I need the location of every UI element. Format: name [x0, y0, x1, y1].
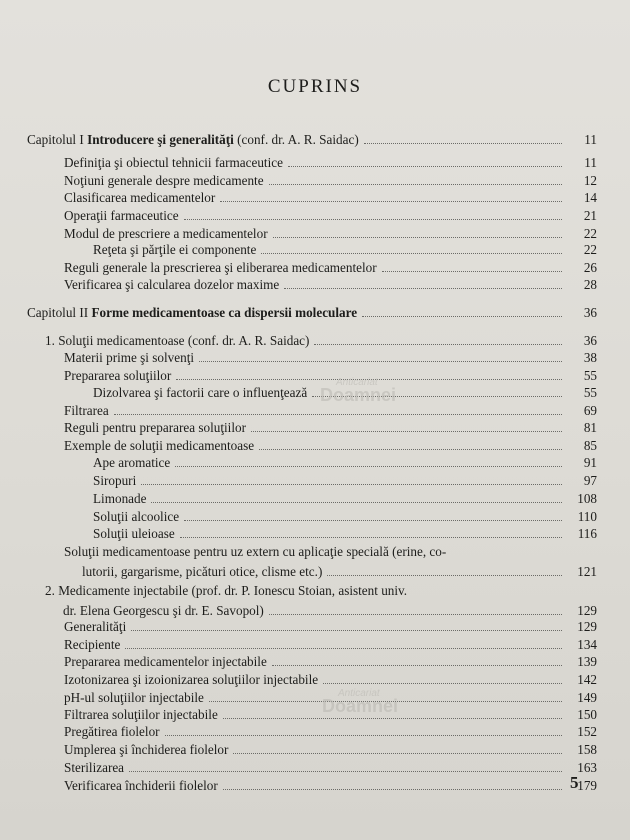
page-title: CUPRINS	[267, 76, 363, 97]
toc-entry	[0, 206, 630, 226]
toc-leader-dots	[259, 449, 562, 450]
toc-entry-label: Generalităţi	[64, 619, 127, 634]
toc-leader-dots	[251, 431, 562, 432]
toc-entry-label: 1. Soluţii medicamentoase (conf. dr. A. R. Saidac)	[45, 333, 310, 348]
toc-entry-label: Siropuri	[93, 473, 137, 488]
watermark-lower-small-text: Anticariat	[338, 688, 380, 699]
toc-page-number: 163	[577, 760, 597, 775]
toc-chapter-entry	[0, 130, 630, 150]
toc-entry-label: Exemple de soluţii medicamentoase	[64, 438, 255, 453]
toc-leader-dots	[151, 502, 562, 503]
toc-chapter-title: Forme medicamentoase ca dispersii moleculare	[91, 305, 358, 320]
toc-leader-dots	[269, 614, 562, 615]
toc-leader-dots	[223, 789, 562, 790]
toc-page-number: 22	[583, 226, 597, 241]
toc-page-number: 81	[583, 420, 597, 435]
toc-entry	[0, 776, 630, 796]
toc-entry-label: lutorii, gargarisme, picături otice, clisme etc.)	[82, 564, 323, 579]
toc-page-number: 22	[583, 242, 597, 257]
toc-page-number: 110	[577, 509, 597, 524]
toc-entry-label: Reguli generale la prescrierea şi eliberarea medicamentelor	[64, 260, 377, 275]
watermark-lower	[322, 688, 398, 717]
toc-page-number: 97	[583, 473, 597, 488]
toc-entry	[0, 562, 630, 582]
toc-entry-label: Definiţia şi obiectul tehnicii farmaceutice	[64, 155, 283, 170]
toc-entry	[0, 758, 630, 778]
toc-entry-label: Prepararea medicamentelor injectabile	[64, 654, 267, 669]
watermark-lower-large-text: Doamnei	[322, 696, 399, 716]
toc-entry-label: Recipiente	[64, 637, 121, 652]
toc-entry-label: Soluţii alcoolice	[93, 509, 180, 524]
toc-page-number: 179	[577, 778, 597, 793]
toc-entry	[0, 275, 630, 295]
toc-page-number: 11	[584, 132, 597, 147]
toc-leader-dots	[273, 237, 562, 238]
toc-leader-dots	[288, 166, 562, 167]
toc-page-number: 55	[583, 385, 597, 400]
toc-entry-label: Sterilizarea	[64, 760, 125, 775]
toc-page-number: 150	[577, 707, 597, 722]
watermark	[320, 377, 396, 406]
toc-page-number: 69	[583, 403, 597, 418]
toc-leader-dots	[175, 466, 562, 467]
toc-entry-label: Verificarea şi calcularea dozelor maxime	[64, 277, 280, 292]
toc-page-number: 129	[577, 619, 597, 634]
toc-entry	[0, 740, 630, 760]
toc-page-number: 142	[577, 672, 597, 687]
toc-leader-dots	[327, 575, 562, 576]
toc-leader-dots	[364, 143, 562, 144]
toc-leader-dots	[131, 630, 562, 631]
toc-entry	[0, 188, 630, 208]
toc-entry-label: Prepararea soluţiilor	[64, 368, 172, 383]
toc-entry	[0, 617, 630, 637]
toc-entry-label: Umplerea şi închiderea fiolelor	[64, 742, 229, 757]
toc-leader-dots	[269, 184, 562, 185]
toc-page-number: 108	[577, 491, 597, 506]
toc-entry-label: Operaţii farmaceutice	[64, 208, 179, 223]
toc-leader-dots	[323, 683, 562, 684]
toc-leader-dots	[220, 201, 562, 202]
toc-page-number: 85	[583, 438, 597, 453]
toc-entry-label: Materii prime şi solvenţi	[64, 350, 195, 365]
toc-page-number: 139	[577, 654, 597, 669]
toc-leader-dots	[184, 520, 562, 521]
toc-leader-dots	[165, 735, 562, 736]
toc-leader-dots	[141, 484, 562, 485]
toc-entry	[0, 418, 630, 438]
toc-entry-label: Filtrarea soluţiilor injectabile	[64, 707, 218, 722]
toc-leader-dots	[180, 537, 562, 538]
toc-entry	[0, 652, 630, 672]
toc-page-number: 152	[577, 724, 597, 739]
toc-page-number: 55	[583, 368, 597, 383]
toc-entry-label: Reţeta şi părţile ei componente	[93, 242, 257, 257]
toc-entry-label-first-line: Soluţii medicamentoase pentru uz extern cu aplicaţie specială (erine, co-	[64, 544, 447, 559]
toc-entry-label: Modul de prescriere a medicamentelor	[64, 226, 268, 241]
toc-page-number: 129	[577, 603, 597, 618]
toc-page-number: 28	[583, 277, 597, 292]
toc-page-number: 21	[583, 208, 597, 223]
toc-entry-label: Limonade	[93, 491, 147, 506]
toc-entry-label: Capitolul II Forme medicamentoase ca dispersii moleculare	[27, 305, 358, 320]
toc-page-number: 121	[577, 564, 597, 579]
toc-entry	[0, 240, 630, 260]
toc-entry-label: Noţiuni generale despre medicamente	[64, 173, 264, 188]
toc-chapter-entry	[0, 303, 630, 323]
toc-leader-dots	[114, 414, 562, 415]
toc-entry-label: Verificarea închiderii fiolelor	[64, 778, 218, 793]
toc-entry	[0, 524, 630, 544]
toc-entry	[0, 348, 630, 368]
toc-leader-dots	[199, 361, 562, 362]
toc-entry	[0, 471, 630, 491]
toc-leader-dots	[284, 288, 562, 289]
toc-leader-dots	[223, 718, 562, 719]
toc-entry-label: Clasificarea medicamentelor	[64, 190, 216, 205]
toc-page-number: 158	[577, 742, 597, 757]
toc-entry	[0, 453, 630, 473]
toc-page-number: 38	[583, 350, 597, 365]
toc-page-number: 12	[583, 173, 597, 188]
watermark-large-text: Doamnei	[320, 385, 397, 405]
toc-leader-dots	[314, 344, 562, 345]
page-number: 5	[570, 773, 579, 792]
toc-leader-dots	[272, 665, 562, 666]
toc-entry-label: Reguli pentru prepararea soluţiilor	[64, 420, 246, 435]
toc-entry	[0, 670, 630, 690]
toc-page-number: 36	[583, 305, 597, 320]
toc-leader-dots	[125, 648, 562, 649]
toc-page-number: 36	[583, 333, 597, 348]
toc-entry-label: Soluţii uleioase	[93, 526, 175, 541]
toc-page-number: 149	[577, 690, 597, 705]
toc-entry	[0, 722, 630, 742]
toc-leader-dots	[233, 753, 562, 754]
toc-page-number: 134	[577, 637, 597, 652]
toc-entry-label: Izotonizarea şi izoionizarea soluţiilor injectabile	[64, 672, 319, 687]
toc-chapter-title: Introducere şi generalităţi	[87, 132, 234, 147]
toc-leader-dots	[261, 253, 562, 254]
toc-entry	[0, 383, 630, 403]
toc-page-number: 116	[577, 526, 597, 541]
toc-leader-dots	[184, 219, 562, 220]
toc-entry-label: Filtrarea	[64, 403, 109, 418]
toc-leader-dots	[362, 316, 562, 317]
toc-entry	[0, 489, 630, 509]
toc-entry-label: dr. Elena Georgescu şi dr. E. Savopol)	[63, 603, 264, 618]
toc-entry	[0, 153, 630, 173]
toc-page-number: 11	[584, 155, 597, 170]
toc-page-number: 14	[583, 190, 597, 205]
toc-entry-label: pH-ul soluţiilor injectabile	[64, 690, 204, 705]
toc-entry-label: Dizolvarea şi factorii care o influenţează	[93, 385, 308, 400]
toc-entry-label: Pregătirea fiolelor	[64, 724, 160, 739]
toc-page-number: 26	[583, 260, 597, 275]
toc-leader-dots	[382, 271, 562, 272]
toc-entry-label: Capitolul I Introducere şi generalităţi (conf. dr. A. R. Saidac)	[27, 132, 359, 147]
toc-leader-dots	[129, 771, 562, 772]
watermark-small-text: Anticariat	[336, 377, 378, 388]
toc-page-number: 91	[583, 455, 597, 470]
toc-entry-label: Ape aromatice	[93, 455, 171, 470]
toc-entry-label-first-line: 2. Medicamente injectabile (prof. dr. P. Ionescu Stoian, asistent univ.	[45, 583, 408, 598]
